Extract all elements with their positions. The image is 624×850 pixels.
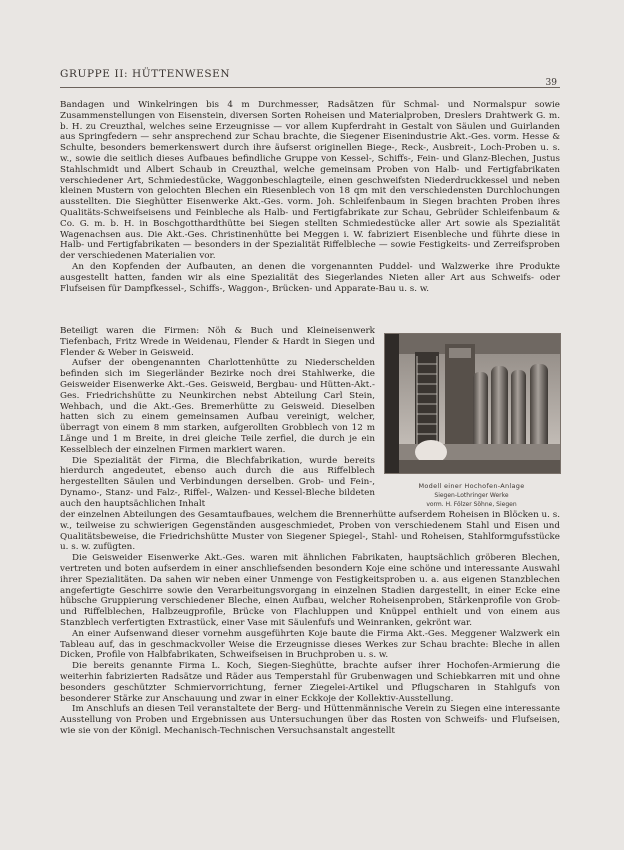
photo-illustration <box>385 334 560 473</box>
figure <box>384 333 559 509</box>
paragraph: Die Spezialität der Firma, die Blechfabrikation, wurde bereits hierdurch angedeutet, ebenso auch durch die aus Riffelblech hergestellten Säulen und Verbindungen derselben. Grob- und Fein-, Dynamo-, Stanz- und Falz-, Riffel-, Walzen- und Kessel-Bleche bildeten auch den hauptsächlichen Inhalt <box>60 455 375 509</box>
body-text-bottom <box>60 510 560 737</box>
caption-line: Siegen-Lothringer Werke <box>434 492 509 499</box>
caption-title: Modell einer Hochofen-Anlage <box>418 482 525 490</box>
paragraph: An einer Aufsenwand dieser vornehm ausgeführten Koje baute die Firma Akt.-Ges. Meggener Walzwerk ein Tableau auf, das in geschmackvoller Weise die Erzeugnisse dieses Werkes zur Schau brachte: Bleche in allen Dicken, Profile von Halbfabrikaten, Schweifseisen in Bruchproben u. s. w. <box>60 628 560 661</box>
figure-caption <box>384 482 559 509</box>
paragraph: Bandagen und Winkelringen bis 4 m Durchmesser, Radsätzen für Schmal- und Normalspur sowie Zusammenstellungen von Eisenstein, diversen Sorten Roheisen und Materialproben, Dreslers Drahtwerk G. m. b. H. zu Creuzthal, welches seine Erzeugnisse — vor allem Kupferdraht in Gestalt von Säulen und Guirlanden aus Springfedern — sehr ansprechend zur Schau brachte, die Siegener Eisenindustrie Akt.-Ges. vorm. Hesse & Schulte, besonders bemerkenswert durch ihre äufserst originellen Biege-, Reck-, Ausbreit-, Loch-Proben u. s. w., sowie die seitlich dieses Aufbaues befindliche Gruppe von Kessel-, Schiffs-, Fein- und Glanz-Blechen, Justus Stahlschmidt und Albert Schaub in Creuzthal, welche gemeinsam Proben von Halb- und Fertigfabrikaten verschiedener Art, Schmiedestücke, Waggonbeschlagteile, einen geschweifsten Niederdruckkessel und neben kleinen Mustern von gelochten Blechen ein Riesenblech von 18 qm mit den verschiedensten Durchlochungen ausstellten. Die Sieghütter Eisenwerke Akt.-Ges. vorm. Joh. Schleifenbaum in Siegen brachten Proben ihres Qualitäts-Schweifseisens und Feinbleche als Halb- und Fertigfabrikate zur Schau, Gebrüder Schleifenbaum & Co. G. m. b. H. in Boschgotthardthütte bei Siegen stellten Schmiedestücke aller Art sowie als Spezialität Wagenachsen aus. Die Akt.-Ges. Christinenhütte bei Meggen i. W. fabriziert Eisenbleche und führte diese in Halb- und Fertigfabrikaten — besonders in der Spezialität Riffelbleche — sowie Festigkeits- und Zerreifsproben der verschiedenen Materialien vor. <box>60 100 560 262</box>
blast-furnace-model-photo <box>384 333 561 474</box>
body-text-left-column <box>60 326 375 510</box>
paragraph: Beteiligt waren die Firmen: Nöh & Buch und Kleineisenwerk Tiefenbach, Fritz Wrede in Weidenau, Flender & Hardt in Siegen und Flender & Weber in Geisweid. <box>60 326 375 358</box>
paragraph: An den Kopfenden der Aufbauten, an denen die vorgenannten Puddel- und Walzwerke ihre Produkte ausgestellt hatten, fanden wir als eine Spezialität des Siegerlandes Nieten aller Art aus Schweifs- oder Flufseisen für Dampfkessel-, Schiffs-, Waggon-, Brücken- und Apparate-Bau u. s. w. <box>60 261 560 294</box>
running-header <box>60 68 560 88</box>
header-rule <box>60 87 560 88</box>
caption-line: vorm. H. Fölzer Söhne, Siegen <box>426 501 517 508</box>
paragraph: der einzelnen Abteilungen des Gesamtaufbaues, welchem die Brennerhütte aufserdem Roheisen in Blöcken u. s. w., teilweise zu schwierigen Gegenständen ausgeschmiedet, Proben von verschiedenem Stahl und Eisen und Qualitätsbeweise, die Friedrichshütte Muster von Siegener Spiegel-, Stahl- und Roheisen, Stahlformgufsstücke u. s. w. zufügten. <box>60 510 561 553</box>
paragraph: Die Geisweider Eisenwerke Akt.-Ges. waren mit ähnlichen Fabrikaten, hauptsächlich gröberen Blechen, vertreten und boten aufserdem in einer anschliefsenden besondern Koje eine schöne und interessante Auswahl ihrer Spezialitäten. Da sahen wir neben einer Unmenge von Festigkeitsproben u. a. aus eigenen Stanzblechen angefertigte Geschirre sowie den Verarbeitungsvorgang in einzelnen Stadien dargestellt, in einer Ecke eine hübsche Gruppierung verschiedener Bleche, einen Aufbau, welcher Roheisenproben, Stärkenprofile von Grob- und Riffelblechen, Halbzeugprofile, Brücke von Flachluppen und Knüppel enthielt und von einem aus Stanzblech verfertigten Extrastück, einer Vase mit Säulenfufs und Weinranken, gekrönt war. <box>60 553 560 628</box>
section-title: GRUPPE II: HÜTTENWESEN <box>60 68 231 80</box>
body-text-top <box>60 100 560 294</box>
paragraph: Aufser der obengenannten Charlottenhütte zu Niederschelden befinden sich im Siegerländer Bezirke noch drei Stahlwerke, die Geisweider Eisenwerke Akt.-Ges. Geisweid, Bergbau- und Hütten-Akt.-Ges. Friedrichshütte zu Neunkirchen nebst Abteilung Carl Stein, Wehbach, und die Akt.-Ges. Bremerhütte zu Geisweid. Dieselben hatten sich zu einem gemeinsamen Aufbau vereinigt, welcher, überragt von einem 8 mm starken, aufgerollten Grobblech von 12 m Länge und 1 m Breite, in drei gleiche Teile zerfiel, die durch je ein Kesselblech der einzelnen Firmen markiert waren. <box>60 358 375 455</box>
page-number: 39 <box>545 78 557 88</box>
paragraph: Im Anschlufs an diesen Teil veranstaltete der Berg- und Hüttenmännische Verein zu Siegen eine interessante Ausstellung von Proben und Ergebnissen aus Untersuchungen über das Rosten von Schweifs- und Flufseisen, wie sie von der Königl. Mechanisch-Technischen Versuchsanstalt angestellt <box>60 704 560 736</box>
paragraph: Die bereits genannte Firma L. Koch, Siegen-Sieghütte, brachte aufser ihrer Hochofen-Armierung die weiterhin fabrizierten Radsätze und Räder aus Temperstahl für Grubenwagen und Schiebkarren mit und ohne besonders geschützter Schmiervorrichtung, ferner Ziegelei-Artikel und Pflugscharen in Stahlgufs von besonderer Stärke zur Anschauung und zwar in einer Eckkoje der Kollektiv-Ausstellung. <box>60 661 560 704</box>
